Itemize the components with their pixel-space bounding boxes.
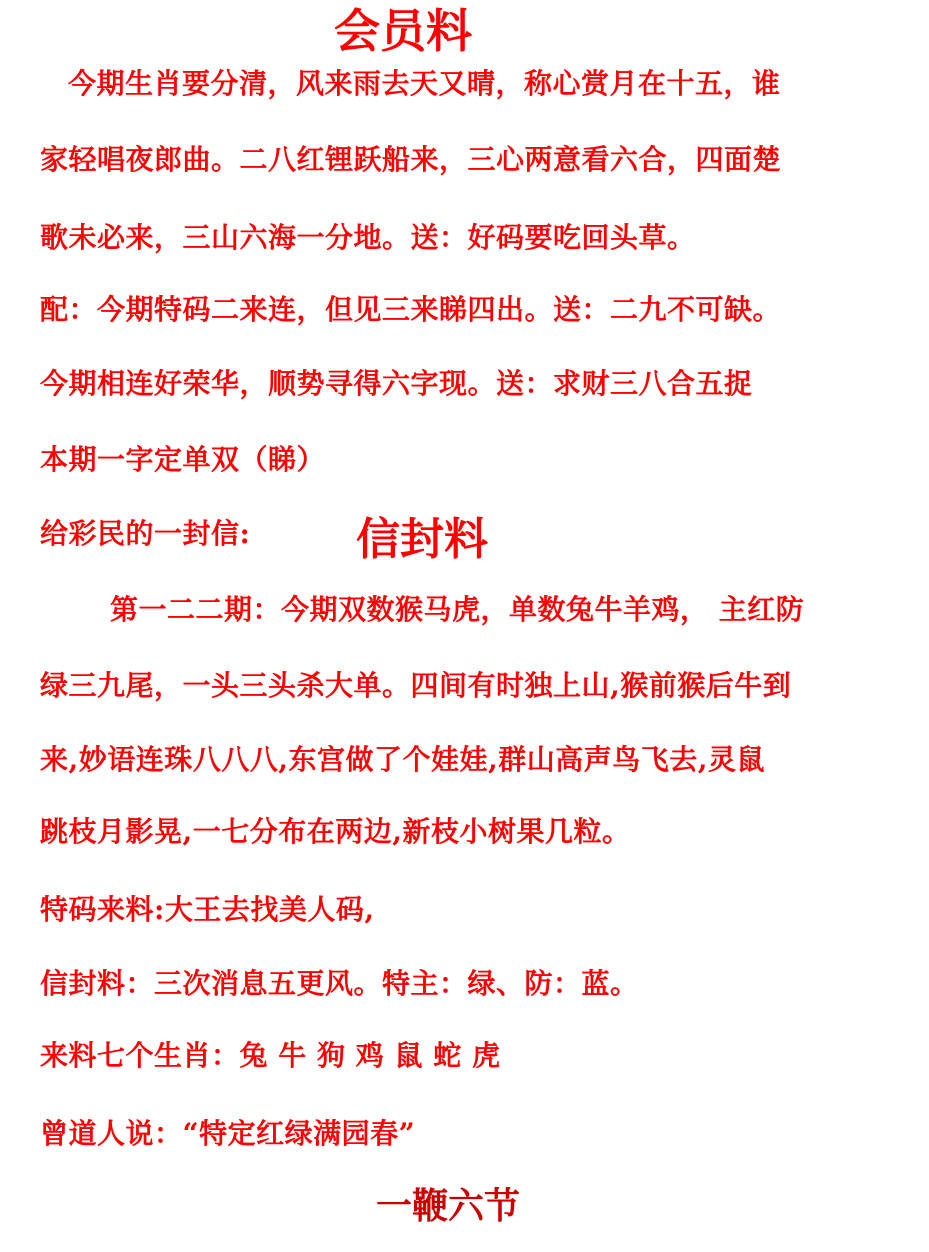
member-line-4: 配：今期特码二来连，但见三来睇四出。送：二九不可缺。 (40, 293, 782, 326)
letter-line-2: 绿三九尾，一头三头杀大单。四间有时独上山,猴前猴后牛到 (40, 669, 792, 702)
letter-label: 给彩民的一封信: (40, 517, 251, 550)
letter-line-1: 第一二二期：今期双数猴马虎，单数兔牛羊鸡， 主红防 (110, 593, 805, 626)
page-title: 会员料 (334, 4, 472, 58)
member-line-1: 今期生肖要分清，风来雨去天又晴，称心赏月在十五，谁 (68, 67, 781, 100)
envelope-material-line: 信封料：三次消息五更风。特主：绿、防：蓝。 (40, 967, 639, 1000)
member-line-6: 本期一字定单双（睇） (40, 443, 326, 476)
member-line-2: 家轻唱夜郎曲。二八红锂跃船来，三心两意看六合，四面楚 (40, 143, 782, 176)
zodiac-line: 来料七个生肖：兔 牛 狗 鸡 鼠 蛇 虎 (40, 1039, 501, 1072)
ending-phrase: 一鞭六节 (376, 1185, 521, 1227)
member-line-5: 今期相连好荣华，顺势寻得六字现。送：求财三八合五捉 (40, 367, 753, 400)
letter-line-3: 来,妙语连珠八八八,东宫做了个娃娃,群山高声鸟飞去,灵鼠 (40, 743, 765, 776)
member-line-3: 歌未必来，三山六海一分地。送：好码要吃回头草。 (40, 221, 696, 254)
letter-line-4: 跳枝月影晃,一七分布在两边,新枝小树果几粒。 (40, 815, 631, 848)
special-code-line: 特码来料:大王去找美人码, (40, 893, 375, 926)
letter-title: 信封料 (356, 514, 488, 565)
quote-line: 曾道人说：“特定红绿满园春” (40, 1117, 416, 1150)
